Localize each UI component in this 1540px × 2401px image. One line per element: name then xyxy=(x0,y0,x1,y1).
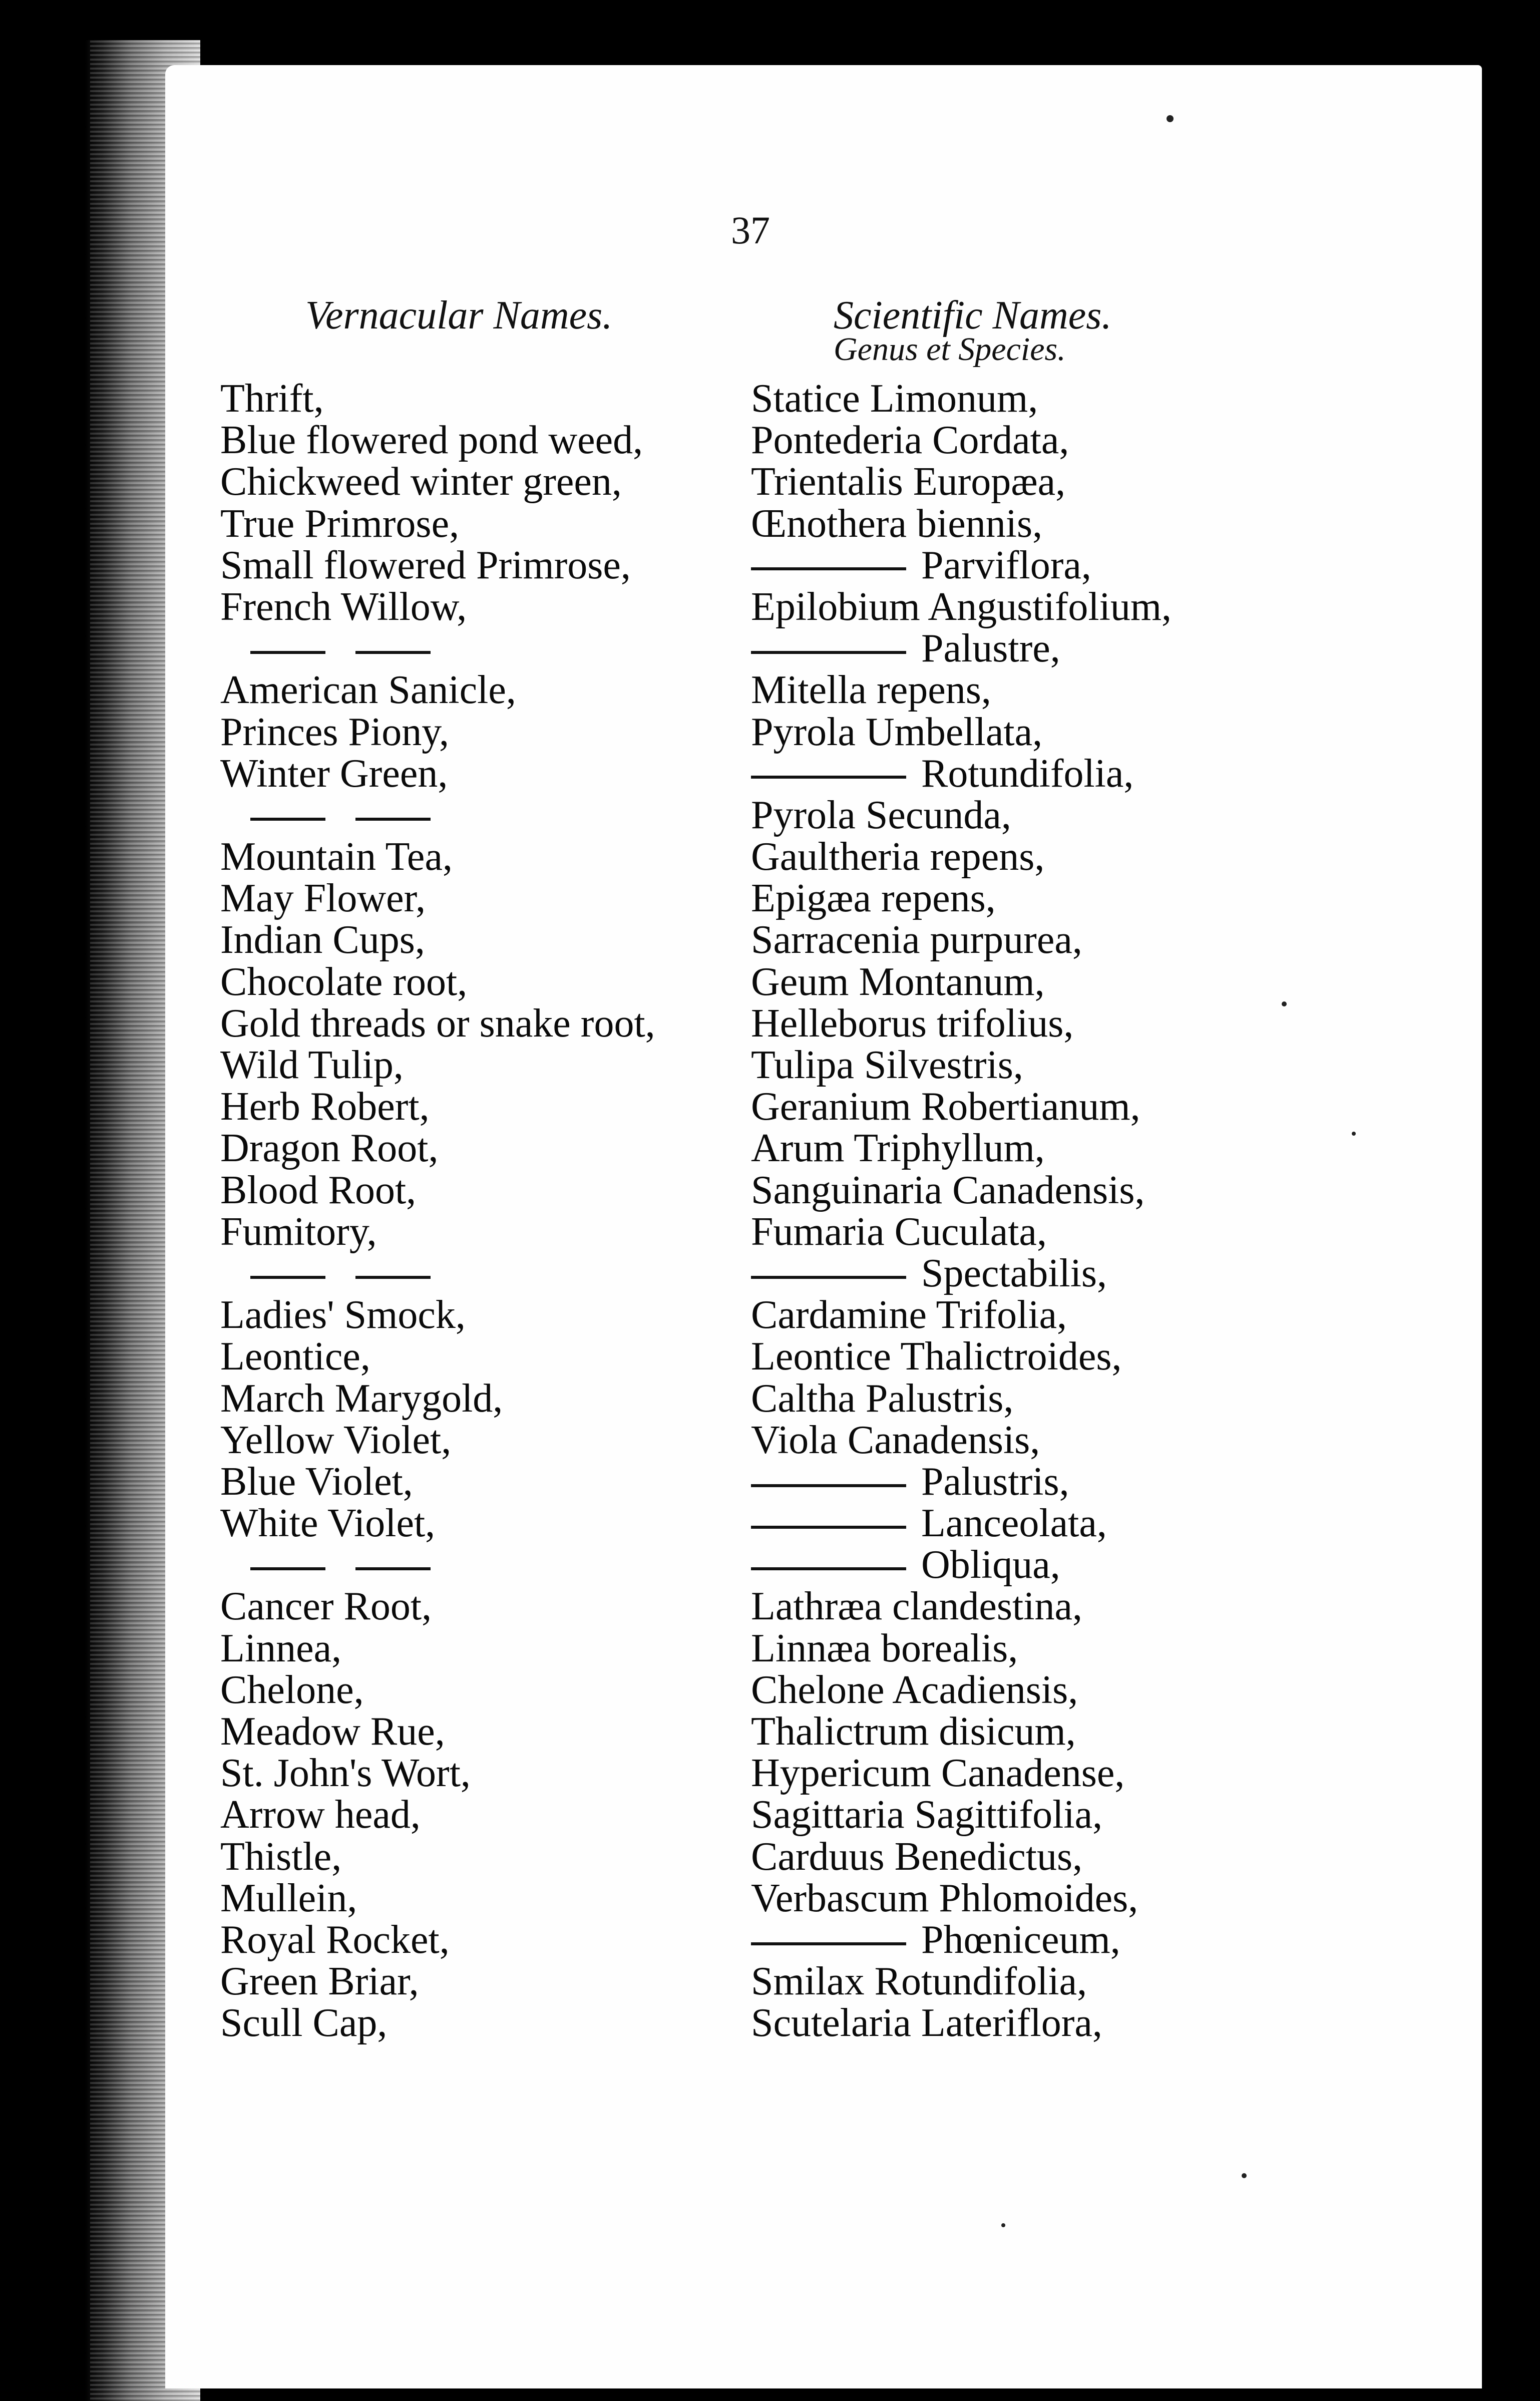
page-speck xyxy=(1167,115,1174,122)
scientific-name-entry: Chelone Acadiensis, xyxy=(751,1667,1078,1712)
species-epithet: Phœniceum, xyxy=(921,1917,1120,1962)
vernacular-name-entry: Chickweed winter green, xyxy=(220,460,622,504)
vernacular-name-entry: Ladies' Smock, xyxy=(220,1293,466,1337)
scientific-name-entry: Thalictrum disicum, xyxy=(751,1709,1076,1754)
vernacular-name-entry: St. John's Wort, xyxy=(220,1751,471,1796)
ditto-dash xyxy=(751,1276,906,1279)
page-speck xyxy=(1242,2173,1247,2178)
header-scientific-names: Scientific Names. xyxy=(834,293,1112,337)
vernacular-name-entry xyxy=(220,1544,736,1586)
scientific-name-entry xyxy=(751,1253,1482,1294)
ditto-dash xyxy=(355,1567,431,1570)
vernacular-name-entry: Green Briar, xyxy=(220,1959,419,2004)
scientific-name-entry: Leontice Thalictroides, xyxy=(751,1334,1122,1379)
vernacular-name-entry: Winter Green, xyxy=(220,751,448,796)
scientific-name-entry xyxy=(751,1503,1482,1544)
scientific-name-entry: Mitella repens, xyxy=(751,668,991,713)
scientific-name-entry: Sagittaria Sagittifolia, xyxy=(751,1793,1103,1837)
species-epithet: Palustre, xyxy=(921,626,1060,671)
vernacular-name-entry: Chocolate root, xyxy=(220,959,468,1004)
scientific-name-entry: Caltha Palustris, xyxy=(751,1376,1014,1421)
vernacular-name-entry: Leontice, xyxy=(220,1334,370,1379)
ditto-dash xyxy=(751,1942,906,1945)
vernacular-name-entry: White Violet, xyxy=(220,1501,436,1546)
ditto-dash xyxy=(355,1276,431,1279)
vernacular-names-column xyxy=(220,378,736,2044)
scientific-name-entry: Epigæa repens, xyxy=(751,876,996,921)
vernacular-name-entry: American Sanicle, xyxy=(220,668,516,713)
scientific-name-entry: Trientalis Europæa, xyxy=(751,460,1066,504)
scientific-name-entry: Œnothera biennis, xyxy=(751,501,1043,546)
page-speck xyxy=(1282,1001,1287,1006)
vernacular-name-entry: Yellow Violet, xyxy=(220,1418,452,1462)
ditto-dash xyxy=(355,818,431,821)
ditto-dash xyxy=(751,1567,906,1570)
vernacular-name-entry: Cancer Root, xyxy=(220,1584,432,1629)
vernacular-name-entry xyxy=(220,1253,736,1294)
scientific-name-entry xyxy=(751,1919,1482,1961)
vernacular-name-entry: Thrift, xyxy=(220,377,324,421)
scientific-name-entry xyxy=(751,753,1482,795)
vernacular-name-entry: Chelone, xyxy=(220,1667,364,1712)
vernacular-name-entry: Royal Rocket, xyxy=(220,1917,450,1962)
ditto-dash xyxy=(751,1526,906,1529)
scientific-name-entry: Hypericum Canadense, xyxy=(751,1751,1125,1796)
scientific-name-entry: Carduus Benedictus, xyxy=(751,1834,1083,1879)
scientific-name-entry: Lathræa clandestina, xyxy=(751,1584,1082,1629)
ditto-dash xyxy=(250,818,325,821)
scientific-name-entry: Pontederia Cordata, xyxy=(751,418,1069,463)
vernacular-name-entry: May Flower, xyxy=(220,876,426,921)
scientific-name-entry xyxy=(751,545,1482,586)
vernacular-name-entry: Small flowered Primrose, xyxy=(220,543,631,587)
species-epithet: Lanceolata, xyxy=(921,1501,1107,1546)
scientific-name-entry: Viola Canadensis, xyxy=(751,1418,1040,1462)
header-genus-species: Genus et Species. xyxy=(834,331,1066,368)
vernacular-name-entry: Mountain Tea, xyxy=(220,835,453,879)
vernacular-name-entry: Fumitory, xyxy=(220,1209,377,1254)
species-epithet: Obliqua, xyxy=(921,1543,1060,1587)
species-epithet: Palustris, xyxy=(921,1459,1069,1504)
scientific-name-entry xyxy=(751,1544,1482,1586)
scientific-names-column xyxy=(751,378,1482,2044)
vernacular-name-entry: Gold threads or snake root, xyxy=(220,1001,655,1046)
scientific-name-entry: Linnæa borealis, xyxy=(751,1626,1018,1670)
page-speck xyxy=(1352,1132,1356,1136)
ditto-dash xyxy=(250,1567,325,1570)
scientific-name-entry: Sanguinaria Canadensis, xyxy=(751,1168,1145,1212)
vernacular-name-entry: Herb Robert, xyxy=(220,1085,430,1129)
vernacular-name-entry: Scull Cap, xyxy=(220,2001,388,2045)
vernacular-name-entry: Dragon Root, xyxy=(220,1126,439,1171)
scientific-name-entry: Statice Limonum, xyxy=(751,377,1038,421)
page-speck xyxy=(1001,2223,1005,2227)
vernacular-name-entry: Mullein, xyxy=(220,1876,357,1920)
scientific-name-entry: Smilax Rotundifolia, xyxy=(751,1959,1087,2004)
scientific-name-entry: Verbascum Phlomoides, xyxy=(751,1876,1138,1920)
scientific-name-entry: Arum Triphyllum, xyxy=(751,1126,1045,1171)
vernacular-name-entry: Wild Tulip, xyxy=(220,1043,404,1087)
ditto-dash xyxy=(751,1484,906,1487)
scientific-name-entry: Sarracenia purpurea, xyxy=(751,918,1082,962)
scientific-name-entry: Helleborus trifolius, xyxy=(751,1001,1074,1046)
vernacular-name-entry: March Marygold, xyxy=(220,1376,503,1421)
vernacular-name-entry: Princes Piony, xyxy=(220,710,450,754)
scientific-name-entry: Scutelaria Lateriflora, xyxy=(751,2001,1102,2045)
vernacular-name-entry: Linnea, xyxy=(220,1626,342,1670)
vernacular-name-entry: Blood Root, xyxy=(220,1168,417,1212)
vernacular-name-entry: Blue Violet, xyxy=(220,1459,413,1504)
vernacular-name-entry: Arrow head, xyxy=(220,1793,421,1837)
scientific-name-entry: Epilobium Angustifolium, xyxy=(751,584,1172,629)
species-epithet: Parviflora, xyxy=(921,543,1091,587)
scientific-name-entry: Pyrola Umbellata, xyxy=(751,710,1043,754)
scientific-name-entry xyxy=(751,1461,1482,1503)
ditto-dash xyxy=(250,651,325,654)
scientific-name-entry: Fumaria Cuculata, xyxy=(751,1209,1047,1254)
ditto-dash xyxy=(250,1276,325,1279)
page-number: 37 xyxy=(731,208,770,252)
vernacular-name-entry: True Primrose, xyxy=(220,501,460,546)
scientific-name-entry: Pyrola Secunda, xyxy=(751,793,1011,837)
vernacular-name-entry: French Willow, xyxy=(220,584,467,629)
vernacular-name-entry: Blue flowered pond weed, xyxy=(220,418,643,463)
scientific-name-entry: Cardamine Trifolia, xyxy=(751,1293,1067,1337)
species-epithet: Rotundifolia, xyxy=(921,751,1134,796)
header-vernacular-names: Vernacular Names. xyxy=(305,293,613,337)
vernacular-name-entry xyxy=(220,795,736,836)
scientific-name-entry xyxy=(751,628,1482,669)
scientific-name-entry: Gaultheria repens, xyxy=(751,835,1045,879)
vernacular-name-entry xyxy=(220,628,736,669)
scientific-name-entry: Geranium Robertianum, xyxy=(751,1085,1140,1129)
vernacular-name-entry: Indian Cups, xyxy=(220,918,425,962)
scientific-name-entry: Tulipa Silvestris, xyxy=(751,1043,1023,1087)
ditto-dash xyxy=(751,651,906,654)
species-epithet: Spectabilis, xyxy=(921,1251,1107,1295)
ditto-dash xyxy=(355,651,431,654)
scientific-name-entry: Geum Montanum, xyxy=(751,959,1045,1004)
vernacular-name-entry: Meadow Rue, xyxy=(220,1709,445,1754)
vernacular-name-entry: Thistle, xyxy=(220,1834,342,1879)
ditto-dash xyxy=(751,776,906,779)
ditto-dash xyxy=(751,567,906,570)
